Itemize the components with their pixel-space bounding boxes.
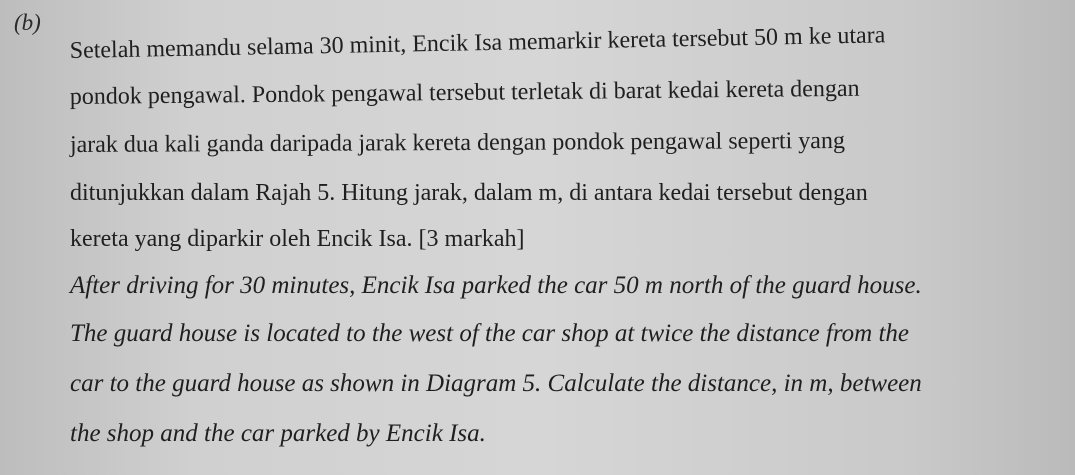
malay-line-1: Setelah memandu selama 30 minit, Encik Isa memarkir kereta tersebut 50 m ke utara	[69, 22, 886, 65]
malay-line-3: jarak dua kali ganda daripada jarak kereta dengan pondok pengawal seperti yang	[69, 127, 845, 159]
english-line-3: car to the guard house as shown in Diagram 5. Calculate the distance, in m, between	[70, 370, 922, 397]
malay-line-5: kereta yang diparkir oleh Encik Isa. [3 markah]	[70, 226, 525, 252]
malay-line-2: pondok pengawal. Pondok pengawal tersebut terletak di barat kedai kereta dengan	[69, 75, 860, 111]
english-line-1: After driving for 30 minutes, Encik Isa parked the car 50 m north of the guard house.	[70, 272, 922, 299]
english-line-4: the shop and the car parked by Encik Isa.	[70, 420, 486, 447]
english-line-2: The guard house is located to the west of the car shop at twice the distance from the	[70, 320, 910, 347]
malay-line-4: ditunjukkan dalam Rajah 5. Hitung jarak, dalam m, di antara kedai tersebut dengan	[70, 180, 868, 206]
question-label: (b)	[14, 10, 41, 35]
